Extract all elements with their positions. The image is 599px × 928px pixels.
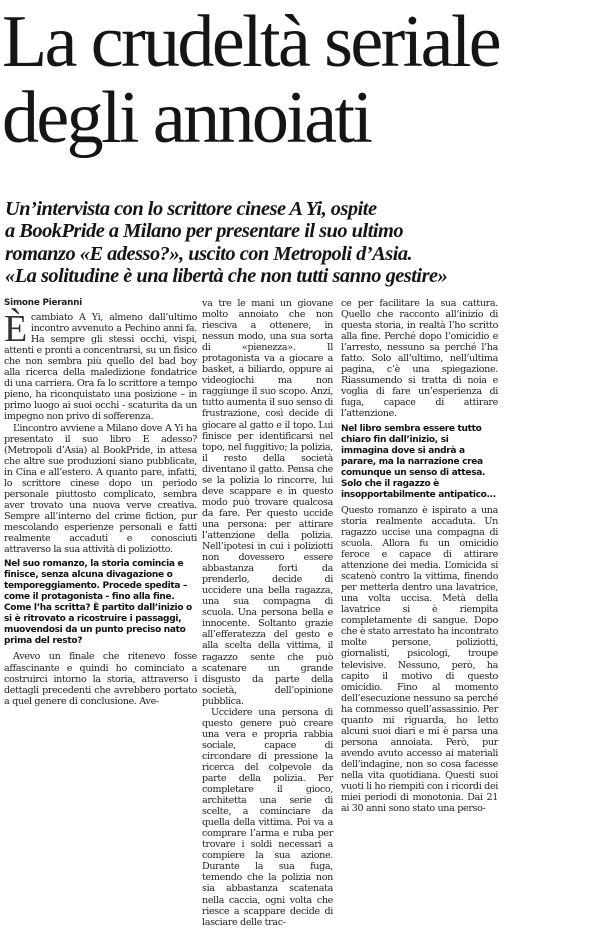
article-column-3 xyxy=(341,298,498,815)
paragraph: Uccidere una persona di questo genere può creare una vera e propria rabbia sociale, capace di circondare di pressione la ricerca del colpevole da parte della polizia. Per completare il gioco, architetta una serie di scelte, a cominciare da quella della vittima. Poi va a comprare l’arma e ruba per trovare i soldi necessari a compiere la sua azione. Durante la sua fuga, temendo che la polizia non sia abbastanza scatenata nella caccia, ogni volta che riesce a scappare decide di lasciare delle trac- xyxy=(202,706,333,928)
drop-cap: È xyxy=(4,308,27,351)
paragraph: cambiato A Yi, almeno dall’ultimo incontro avvenuto a Pechino anni fa. Ha sempre gli stessi occhi, vispi, attenti e pronti a concentrarsi, su un fisico che non sembra più quello del bad boy alla ricerca della maledizione fondatrice di una carriera. Ora fa lo scrittore a tempo pieno, ha riconquistato una posizione – in primo luogo ai suoi occhi - scaturita da un impegno non privo di sofferenza. xyxy=(4,312,197,423)
standfirst-line-3: romanzo «E adesso?», uscito con Metropoli d’Asia. xyxy=(5,242,413,265)
standfirst xyxy=(5,198,597,288)
paragraph: Questo romanzo è ispirato a una storia realmente accaduta. Un ragazzo uccise una compagna di scuola. Allora fu un omicidio feroce e capace di attirare attenzione dei media. L’omicida si scatenò contro la vittima, finendo per metterla dentro una lavatrice, una volta uccisa. Metà della lavatrice si è riempita completamente di sangue. Dopo che è stato arrestato ha incontrato molte persone, poliziotti, giornalisti, psicologi, troupe televisive. Nessuno, però, ha capito il motivo di questo omicidio. Fino al momento dell’esecuzione nessuno sa perché ha commesso quell’assassinio. Per quanto mi riguarda, ho letto alcuni suoi diari e mi è parsa una persona annoiata. Però, pur avendo avuto accesso ai materiali dell’indagine, non so cosa facesse nella vita quotidiana. Questi suoi vuoti li ho riempiti con i ricordi dei miei periodi di monotonia. Dai 21 ai 30 anni sono stato una perso- xyxy=(341,504,498,815)
paragraph: L’incontro avviene a Milano dove A Yi ha presentato il suo libro E adesso? (Metropoli d’Asia) al BookPride, in attesa che altre sue produzioni siano pubblicate, in Cina e all’estero. A quanto pare, infatti, lo scrittore cinese dopo un periodo personale piuttosto complicato, sembra aver trovato una nuova verve creativa. Sempre all’interno del crime fiction, pur mescolando esperienze personali e fatti realmente accaduti e conosciuti attraverso la sua attività di poliziotto. xyxy=(4,422,197,556)
standfirst-line-4: «La solitudine è una libertà che non tutti sanno gestire» xyxy=(5,265,448,288)
paragraph: ce per facilitare la sua cattura. Quello che racconto all’inizio di questa storia, in realtà l’ho scritto alla fine. Perché dopo l’omicidio e l’arresto, nessuno sa perché l’ha fatto. Solo all’ultimo, nell’ultima pagina, c’è una spiegazione. Riassumendo si tratta di noia e voglia di fare un’esperienza di fuga, capace di attirare l’attenzione. xyxy=(341,298,498,420)
interview-question: Nel libro sembra essere tutto chiaro fin dall’inizio, si immagina dove si andrà a parare, ma la narrazione crea comunque un senso di attesa. Solo che il ragazzo è insopportabilmente antipatico... xyxy=(341,423,496,500)
paragraph: Avevo un finale che ritenevo fosse affascinante e quindi ho cominciato a costruirci intorno la storia, attraverso i dettagli precedenti che avrebbero portato a quel genere di conclusione. Ave- xyxy=(4,651,197,707)
article-column-1 xyxy=(4,298,197,716)
standfirst-line-2: a BookPride a Milano per presentare il suo ultimo xyxy=(5,220,404,243)
interview-question: Nel suo romanzo, la storia comincia e finisce, senza alcuna divagazione o temporeggiamento. Procede spedita – come il protagonista - fino alla fine. Come l’ha scritta? È partito dall’inizio o si è ritrovato a ricostruire i passaggi, muovendosi da un punto preciso nato prima del resto? xyxy=(4,559,192,647)
standfirst-line-1: Un’intervista con lo scrittore cinese A Yi, ospite xyxy=(5,198,377,220)
byline: Simone Pieranni xyxy=(4,298,83,308)
headline-line-2: degli annoiati xyxy=(2,77,371,159)
article-column-2 xyxy=(202,298,333,928)
headline-line-1: La crudeltà seriale xyxy=(2,1,500,83)
paragraph: va tre le mani un giovane molto annoiato che non riesciva a ottenere, in nessun modo, una sua sorta di «pienezza». Il protagonista va a giocare a basket, a biliardo, oppure ai videogiochi ma non raggiunge il suo scopo. Anzi, tutto aumenta il suo senso di frustrazione, così decide di giocare al gatto e il topo. Lui finisce per identificarsi nel topo, nel fuggitivo; la polizia, il resto della società diventano il gatto. Pensa che se la polizia lo rincorre, lui deve scappare e in questo modo può trovare qualcosa da fare. Per questo uccide una persona: per attirare l’attenzione della polizia. Nell’ipotesi in cui i poliziotti non dovessero essere abbastanza forti da prenderlo, decide di uccidere una bella ragazza, una sua compagna di scuola. Una persona bella e innocente. Soltanto grazie all’efferatezza del gesto e alla scelta della vittima, il ragazzo sente che può scatenare un grande disgusto da parte della società, dell’opinione pubblica. xyxy=(202,298,333,707)
headline xyxy=(2,1,598,159)
